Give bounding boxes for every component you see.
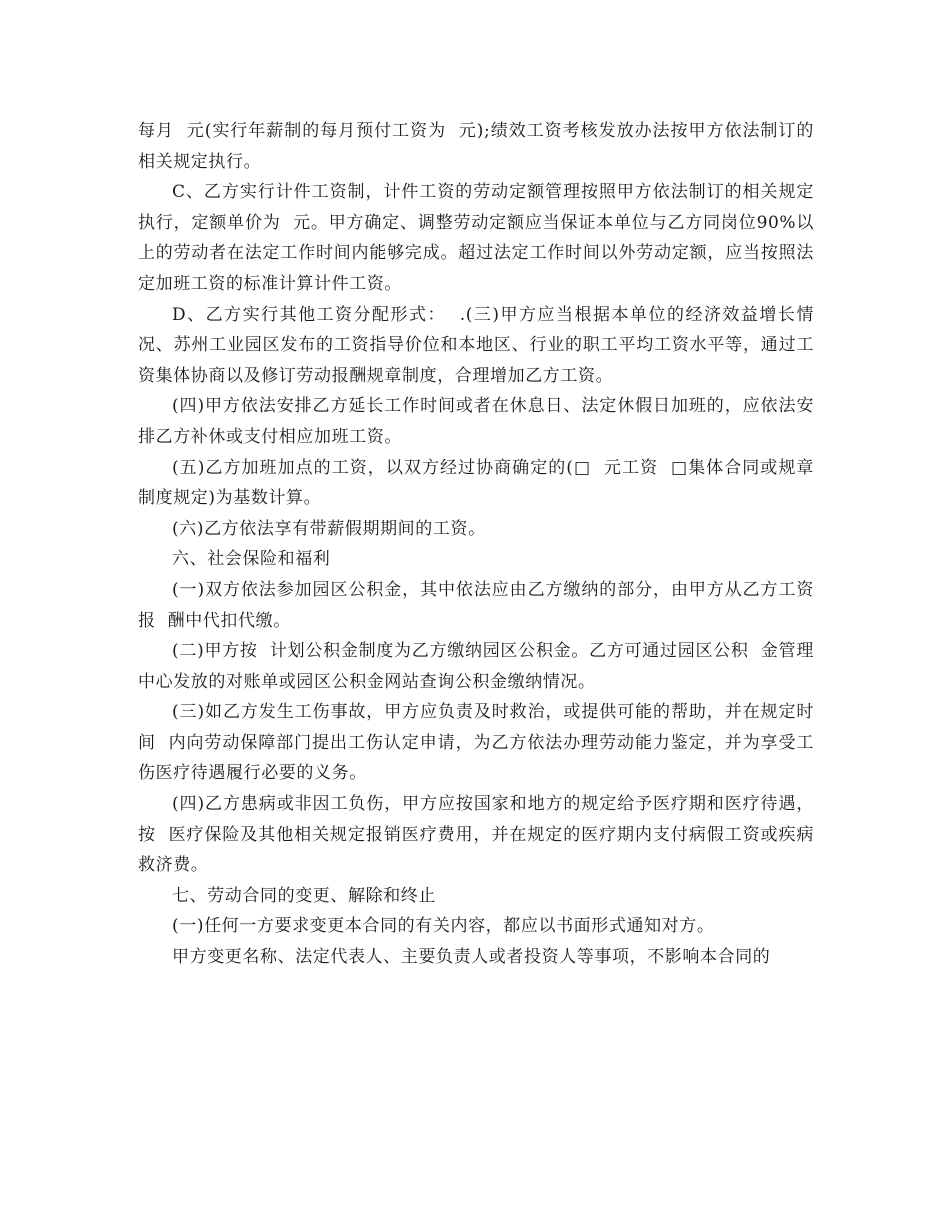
paragraph-piece-rate-wage: C、乙方实行计件工资制，计件工资的劳动定额管理按照甲方依法制订的相关规定执行，定额单价为 元。甲方确定、调整劳动定额应当保证本单位与乙方同岗位90%以上的劳动者在法定工作时间内能够完成。超过法定工作时间以外劳动定额，应当按照法定加班工资的标准计算计件工资。 [138,182,814,294]
section-heading-social-insurance: 六、社会保险和福利 [172,549,331,570]
paragraph-other-wage-forms: D、乙方实行其他工资分配形式： .(三)甲方应当根据本单位的经济效益增长情况、苏州工业园区发布的工资指导价位和本地区、行业的职工平均工资水平等，通过工资集体协商以及修订劳动报酬规章制度，合理增加乙方工资。 [138,304,814,386]
paragraph-monthly-salary: 每月 元(实行年薪制的每月预付工资为 元);绩效工资考核发放办法按甲方依法制订的相关规定执行。 [138,121,814,172]
paragraph-housing-fund-participation: (一)双方依法参加园区公积金，其中依法应由乙方缴纳的部分，由甲方从乙方工资报 酬中代扣代缴。 [138,579,814,631]
paragraph-employer-change: 甲方变更名称、法定代表人、主要负责人或者投资人等事项，不影响本合同的 [172,947,771,968]
document-body [138,116,814,973]
paragraph-paid-leave: (六)乙方依法享有带薪假期期间的工资。 [172,518,486,539]
paragraph-change-notice: (一)任何一方要求变更本合同的有关内容，都应以书面形式通知对方。 [172,916,715,937]
paragraph-work-injury: (三)如乙方发生工伤事故，甲方应负责及时救治，或提供可能的帮助，并在规定时间 内向劳动保障部门提出工伤认定申请，为乙方依法办理劳动能力鉴定，并为享受工伤医疗待遇履行必要的义务。 [138,702,814,784]
section-heading-contract-change: 七、劳动合同的变更、解除和终止 [172,885,436,906]
paragraph-overtime-wage-base: (五)乙方加班加点的工资，以双方经过协商确定的(□ 元工资 □集体合同或规章制度规定)为基数计算。 [138,457,814,509]
paragraph-overtime-arrangement: (四)甲方依法安排乙方延长工作时间或者在休息日、法定休假日加班的，应依法安排乙方补休或支付相应加班工资。 [138,396,814,447]
paragraph-housing-fund-payment: (二)甲方按 计划公积金制度为乙方缴纳园区公积金。乙方可通过园区公积 金管理中心发放的对账单或园区公积金网站查询公积金缴纳情况。 [138,641,814,692]
paragraph-illness-medical: (四)乙方患病或非因工负伤，甲方应按国家和地方的规定给予医疗期和医疗待遇，按 医疗保险及其他相关规定报销医疗费用，并在规定的医疗期内支付病假工资或疾病救济费。 [138,794,814,876]
